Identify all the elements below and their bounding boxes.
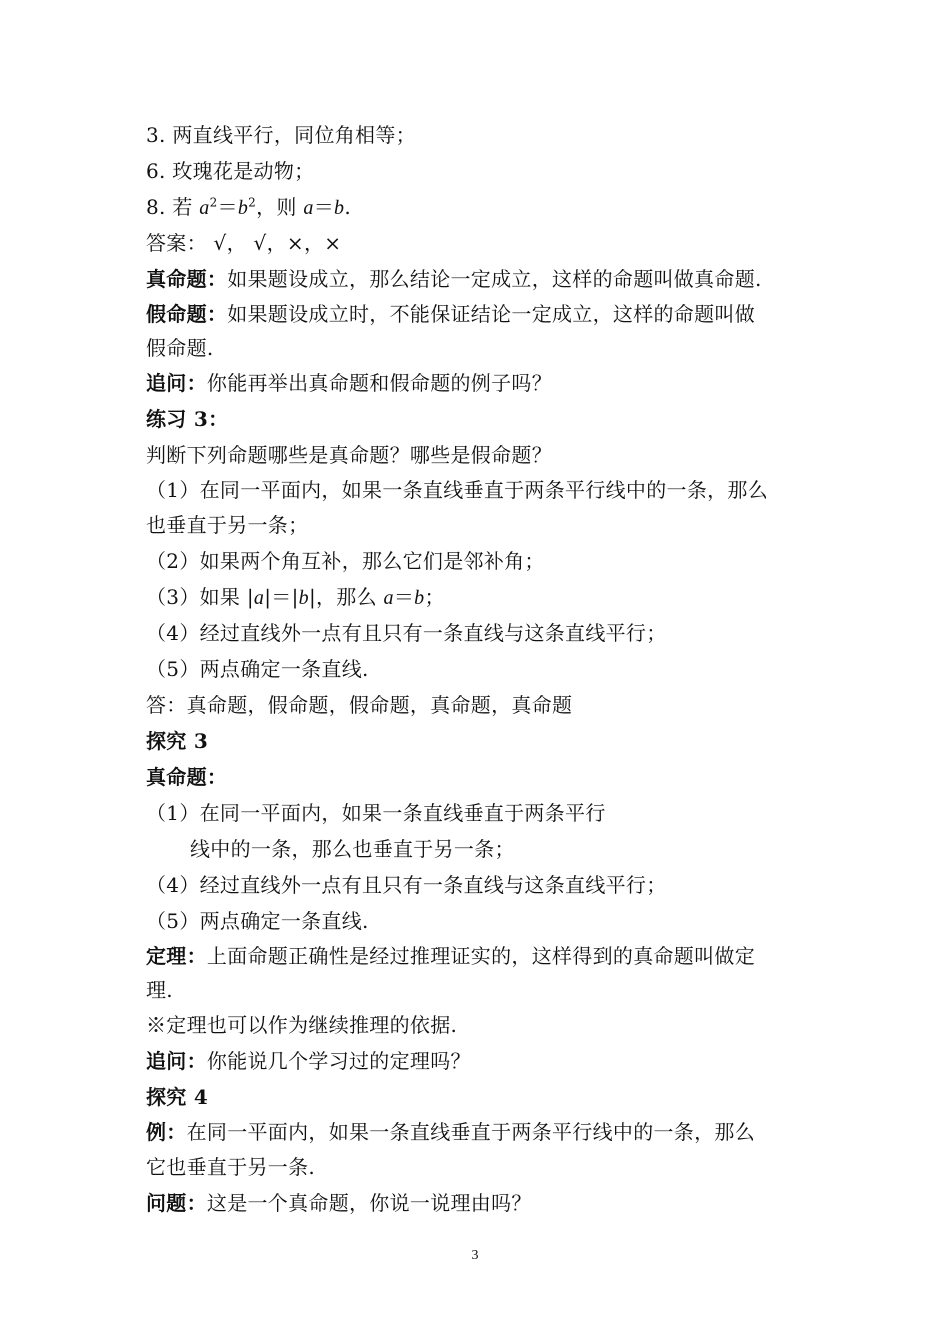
definition-text: 如果题设成立时，不能保证结论一定成立，这样的命题叫做	[227, 302, 756, 326]
true-proposition-definition	[146, 261, 818, 297]
exponent: 2	[248, 195, 257, 210]
var-b: b	[298, 587, 309, 609]
item-text: （1）在同一平面内，如果一条直线垂直于两条平行线中的一条，那么	[146, 478, 769, 502]
explore-3-heading	[146, 723, 818, 759]
exercise-item-5	[146, 651, 818, 687]
theorem-definition-cont	[146, 973, 818, 1007]
followup-text: 你能再举出真命题和假命题的例子吗？	[206, 371, 553, 395]
item-text: （5）两点确定一条直线.	[146, 909, 369, 933]
explore-3-item-1-cont	[146, 831, 818, 867]
document-body	[146, 117, 818, 1221]
var-a: a	[303, 197, 314, 219]
theorem-definition	[146, 939, 818, 973]
followup-question-2	[146, 1043, 818, 1079]
term-true-proposition: 真命题：	[146, 267, 228, 291]
item-text: ；	[424, 585, 445, 609]
exercise-item-1-cont	[146, 507, 818, 543]
item-8-then: ，则	[256, 195, 304, 219]
term-problem: 问题：	[146, 1191, 207, 1215]
item-text: （4）经过直线外一点有且只有一条直线与这条直线平行；	[146, 621, 667, 645]
answer-text: 答：真命题，假命题，假命题，真命题，真命题	[146, 693, 573, 717]
exercise-3-answer	[146, 687, 818, 723]
false-proposition-definition	[146, 297, 818, 331]
term-followup: 追问：	[146, 371, 207, 395]
note-text: ※定理也可以作为继续推理的依据.	[146, 1013, 458, 1037]
page-number: 3	[471, 1248, 479, 1263]
item-text: （2）如果两个角互补，那么它们是邻补角；	[146, 549, 545, 573]
equals: ＝	[313, 195, 334, 219]
var-a: a	[253, 587, 265, 609]
explore-3-item-1	[146, 795, 818, 831]
problem-text: 这是一个真命题，你说一说理由吗？	[206, 1191, 532, 1215]
exercise-3-heading	[146, 401, 818, 437]
equals: ＝	[217, 195, 238, 219]
prompt-text: 判断下列命题哪些是真命题？哪些是假命题？	[146, 443, 552, 467]
var-b: b	[237, 197, 249, 219]
explore-3-subheading	[146, 759, 818, 795]
answer-line	[146, 225, 818, 261]
explore-3-item-4	[146, 867, 818, 903]
var-b: b	[334, 197, 345, 219]
term-theorem: 定理：	[146, 944, 207, 968]
exponent: 2	[209, 195, 218, 210]
section-heading: 探究 3	[146, 729, 209, 753]
example-text: 它也垂直于另一条.	[146, 1155, 316, 1179]
problem-question	[146, 1185, 818, 1221]
var-a: a	[383, 587, 394, 609]
explore-4-heading	[146, 1079, 818, 1115]
exercise-3-prompt	[146, 437, 818, 473]
false-proposition-definition-cont	[146, 331, 818, 365]
item-3-text: 3. 两直线平行，同位角相等；	[146, 123, 416, 147]
exercise-item-1	[146, 473, 818, 507]
definition-text: 上面命题正确性是经过推理证实的，这样得到的真命题叫做定	[206, 944, 756, 968]
item-text: 也垂直于另一条；	[146, 513, 309, 537]
period: .	[344, 195, 351, 219]
item-text: （1）在同一平面内，如果一条直线垂直于两条平行	[146, 801, 606, 825]
item-6-text: 6. 玫瑰花是动物；	[146, 159, 315, 183]
definition-text: 如果题设成立，那么结论一定成立，这样的命题叫做真命题.	[227, 267, 762, 291]
followup-text: 你能说几个学习过的定理吗？	[206, 1049, 471, 1073]
var-b: b	[414, 587, 425, 609]
definition-text: 理.	[146, 978, 173, 1002]
term-false-proposition: 假命题：	[146, 302, 228, 326]
item-text: |＝|	[264, 585, 299, 609]
term-followup: 追问：	[146, 1049, 207, 1073]
theorem-note	[146, 1007, 818, 1043]
example-text: 在同一平面内，如果一条直线垂直于两条平行线中的一条，那么	[186, 1120, 756, 1144]
item-text: （3）如果 |	[146, 585, 254, 609]
exercise-item-4	[146, 615, 818, 651]
term-example: 例：	[146, 1120, 187, 1144]
subheading: 真命题：	[146, 765, 228, 789]
equals: ＝	[393, 585, 415, 609]
followup-question-1	[146, 365, 818, 401]
section-heading: 练习 3：	[146, 407, 229, 431]
explore-3-item-5	[146, 903, 818, 939]
item-text: （5）两点确定一条直线.	[146, 657, 369, 681]
exercise-item-3	[146, 579, 818, 615]
item-text: |，那么	[308, 585, 384, 609]
item-6	[146, 153, 818, 189]
var-a: a	[199, 197, 210, 219]
item-8	[146, 189, 818, 225]
example-statement-cont	[146, 1149, 818, 1185]
definition-text: 假命题.	[146, 336, 214, 360]
item-8-prefix: 8. 若	[146, 195, 200, 219]
example-statement	[146, 1115, 818, 1149]
item-text: （4）经过直线外一点有且只有一条直线与这条直线平行；	[146, 873, 667, 897]
item-text: 线中的一条，那么也垂直于另一条；	[190, 837, 515, 861]
section-heading: 探究 4	[146, 1085, 209, 1109]
answer-text: 答案： √， √，×，×	[146, 231, 342, 255]
item-3	[146, 117, 818, 153]
exercise-item-2	[146, 543, 818, 579]
